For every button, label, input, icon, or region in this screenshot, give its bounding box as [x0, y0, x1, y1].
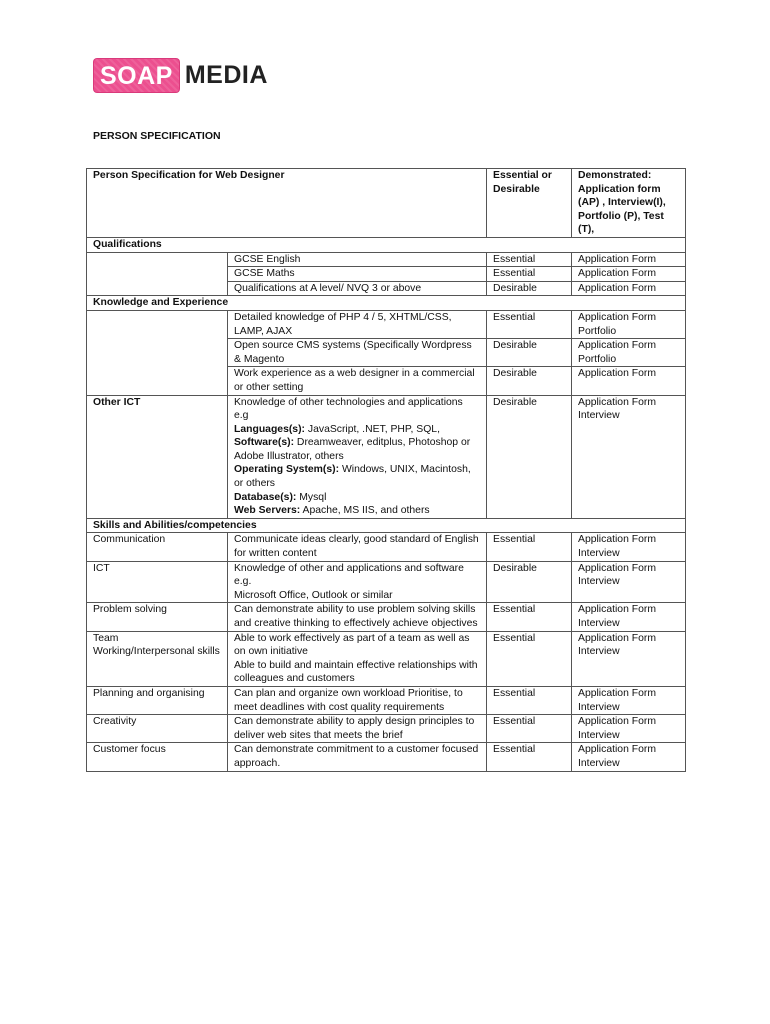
row-description: GCSE Maths [228, 267, 487, 282]
database-value: Mysql [296, 491, 327, 503]
header-demonstrated: Demonstrated: Application form (AP) , Interview(I), Portfolio (P), Test (T), [572, 169, 686, 238]
row-description [228, 395, 487, 518]
section-row-knowledge [87, 296, 686, 311]
row-demonstrated: Application Form [572, 252, 686, 267]
row-demonstrated: Application Form Interview [572, 631, 686, 686]
row-description: Communicate ideas clearly, good standard of English for written content [228, 533, 487, 561]
row-label [87, 252, 228, 267]
row-label [87, 339, 228, 367]
languages-label: Languages(s): [234, 423, 306, 435]
row-essential-desirable: Desirable [487, 367, 572, 395]
header-essential-desirable: Essential or Desirable [487, 169, 572, 238]
table-row [87, 267, 686, 282]
other-ict-intro: Knowledge of other technologies and applications e.g [234, 396, 463, 422]
other-ict-languages [234, 423, 480, 437]
table-row [87, 686, 686, 714]
row-description-line: Microsoft Office, Outlook or similar [234, 589, 393, 601]
soap-media-logo [93, 56, 268, 94]
row-label [87, 310, 228, 338]
table-row [87, 631, 686, 686]
languages-value: JavaScript, .NET, PHP, SQL, [305, 423, 440, 435]
table-row [87, 715, 686, 743]
row-label: Team Working/Interpersonal skills [87, 631, 228, 686]
row-label: Communication [87, 533, 228, 561]
row-description [228, 631, 487, 686]
row-description-line: Able to build and maintain effective relationships with colleagues and customers [234, 659, 478, 685]
person-specification-table [86, 168, 686, 772]
row-essential-desirable: Desirable [487, 561, 572, 603]
row-description: Can demonstrate ability to use problem solving skills and creative thinking to effectively achieve objectives [228, 603, 487, 631]
row-label [87, 367, 228, 395]
row-essential-desirable: Essential [487, 631, 572, 686]
logo-soap: SOAP [93, 58, 180, 93]
row-description-line: Able to work effectively as part of a team as well as on own initiative [234, 632, 470, 658]
other-ict-software [234, 436, 480, 463]
database-label: Database(s): [234, 491, 297, 503]
row-label: Other ICT [87, 395, 228, 518]
web-servers-value: Apache, MS IIS, and others [300, 505, 430, 517]
row-label: Planning and organising [87, 686, 228, 714]
table-row [87, 561, 686, 603]
table-row [87, 252, 686, 267]
row-essential-desirable: Essential [487, 267, 572, 282]
row-description [228, 561, 487, 603]
row-description: Open source CMS systems (Specifically Wordpress & Magento [228, 339, 487, 367]
row-label: Customer focus [87, 743, 228, 771]
page-title: PERSON SPECIFICATION [93, 130, 221, 142]
row-label: Problem solving [87, 603, 228, 631]
row-demonstrated: Application Form Portfolio [572, 339, 686, 367]
software-label: Software(s): [234, 437, 295, 449]
table-header-row [87, 169, 686, 238]
software-value: Dreamweaver, editplus, Photoshop or Adobe Illustrator, others [234, 437, 471, 462]
row-description: Can demonstrate ability to apply design principles to deliver web sites that meets the brief [228, 715, 487, 743]
row-demonstrated: Application Form Interview [572, 533, 686, 561]
row-description-line: Knowledge of other and applications and software e.g. [234, 562, 464, 588]
table-row [87, 367, 686, 395]
logo-media: MEDIA [184, 61, 268, 89]
table-row [87, 743, 686, 771]
section-title-knowledge: Knowledge and Experience [87, 296, 686, 311]
row-description: Detailed knowledge of PHP 4 / 5, XHTML/CSS, LAMP, AJAX [228, 310, 487, 338]
row-demonstrated: Application Form [572, 267, 686, 282]
section-title-skills: Skills and Abilities/competencies [87, 518, 686, 533]
other-ict-os [234, 463, 480, 490]
row-demonstrated: Application Form Interview [572, 743, 686, 771]
row-essential-desirable: Essential [487, 715, 572, 743]
section-row-skills [87, 518, 686, 533]
row-demonstrated: Application Form Interview [572, 715, 686, 743]
os-value: Windows, UNIX, Macintosh, or others [234, 464, 471, 490]
row-essential-desirable: Essential [487, 743, 572, 771]
section-title-qualifications: Qualifications [87, 237, 686, 252]
row-label: ICT [87, 561, 228, 603]
row-essential-desirable: Essential [487, 533, 572, 561]
row-essential-desirable: Essential [487, 686, 572, 714]
row-demonstrated: Application Form Portfolio [572, 310, 686, 338]
header-title: Person Specification for Web Designer [87, 169, 487, 238]
table-row-other-ict [87, 395, 686, 518]
os-label: Operating System(s): [234, 464, 340, 476]
row-demonstrated: Application Form [572, 367, 686, 395]
row-essential-desirable: Essential [487, 310, 572, 338]
other-ict-web [234, 504, 480, 518]
row-description: Qualifications at A level/ NVQ 3 or above [228, 281, 487, 296]
row-demonstrated: Application Form Interview [572, 686, 686, 714]
row-essential-desirable: Essential [487, 603, 572, 631]
row-label: Creativity [87, 715, 228, 743]
row-label [87, 281, 228, 296]
row-essential-desirable: Essential [487, 252, 572, 267]
row-label [87, 267, 228, 282]
table-row [87, 281, 686, 296]
row-description: Work experience as a web designer in a commercial or other setting [228, 367, 487, 395]
row-description: Can plan and organize own workload Prioritise, to meet deadlines with cost quality requirements [228, 686, 487, 714]
table-row [87, 339, 686, 367]
table-row [87, 310, 686, 338]
row-description: GCSE English [228, 252, 487, 267]
table-row [87, 603, 686, 631]
row-demonstrated: Application Form [572, 281, 686, 296]
section-row-qualifications [87, 237, 686, 252]
row-demonstrated: Application Form Interview [572, 603, 686, 631]
row-essential-desirable: Desirable [487, 395, 572, 518]
web-servers-label: Web Servers: [234, 505, 301, 517]
row-essential-desirable: Desirable [487, 281, 572, 296]
row-description: Can demonstrate commitment to a customer focused approach. [228, 743, 487, 771]
row-demonstrated: Application Form Interview [572, 395, 686, 518]
other-ict-db [234, 491, 480, 505]
table-row [87, 533, 686, 561]
row-demonstrated: Application Form Interview [572, 561, 686, 603]
row-essential-desirable: Desirable [487, 339, 572, 367]
